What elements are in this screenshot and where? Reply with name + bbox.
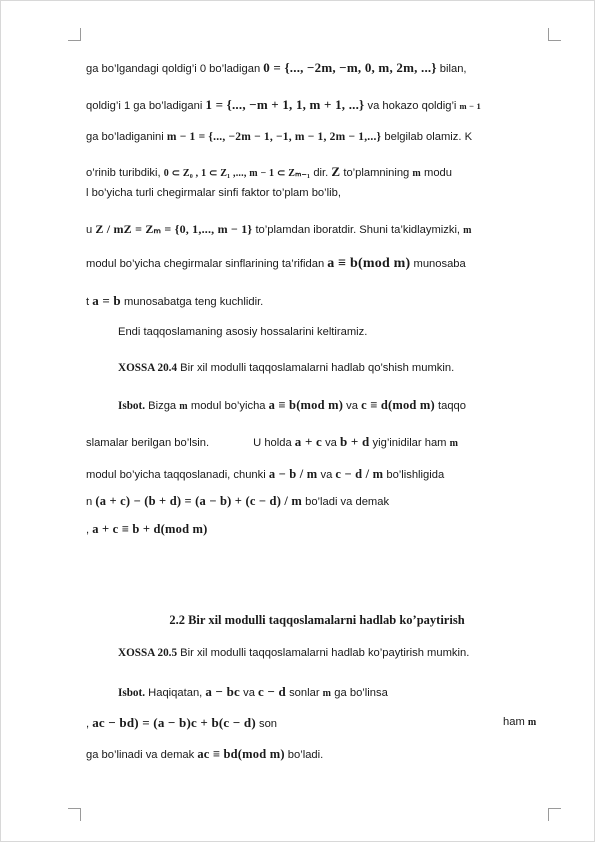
formula: Z / mZ = Zₘ = {0, 1,..., m − 1} <box>95 222 253 236</box>
text-line <box>86 130 548 145</box>
crop-mark-bottom-right <box>548 808 561 821</box>
text: bo’ladi. <box>284 749 324 761</box>
formula: m <box>322 688 332 699</box>
text-line <box>118 684 548 701</box>
formula: c ≡ d(mod m) <box>361 398 435 412</box>
text: va <box>240 687 259 699</box>
formula: m <box>527 717 537 728</box>
formula: a + c <box>294 434 322 449</box>
text: Bizga <box>145 400 180 412</box>
text: munosabatga teng kuchlidir. <box>120 296 264 308</box>
crop-mark-top-right <box>548 28 561 41</box>
text-line <box>86 222 548 238</box>
text: Bir xil modulli taqqoslamalarni hadlab ko’paytirish mumkin. <box>177 647 470 659</box>
text: modul bo’yicha chegirmalar sinflarining ta’rifidan <box>86 258 328 270</box>
formula: c − d / m <box>335 467 384 481</box>
formula: m <box>463 225 472 236</box>
text: son <box>255 718 278 730</box>
text-line <box>86 186 548 201</box>
text: belgilab olamiz. K <box>381 131 473 143</box>
text: Endi taqqoslamaning asosiy hossalarini keltiramiz. <box>118 326 368 338</box>
text-line <box>86 747 548 763</box>
text: va <box>343 400 362 412</box>
text: o’rinib turibdiki, <box>86 167 164 179</box>
text: slamalar berilgan bo’lsin. <box>86 437 210 449</box>
text: ga bo’lgandagi qoldig’i 0 bo’ladigan <box>86 63 264 75</box>
formula: 1 = {..., −m + 1, 1, m + 1, ...} <box>205 97 365 112</box>
proof-label: Isbot. <box>118 687 146 699</box>
text-line <box>86 256 548 272</box>
text: bilan, <box>436 63 467 75</box>
text: ga bo’linadi va demak <box>86 749 198 761</box>
text: yig’inidilar ham <box>369 437 450 449</box>
section-heading: 2.2 Bir xil modulli taqqoslamalarni hadlab ko’paytirish <box>169 613 465 627</box>
text: Haqiqatan, <box>145 687 206 699</box>
text-line <box>86 293 548 310</box>
text: sonlar <box>285 687 323 699</box>
text: , <box>86 524 93 536</box>
text-line <box>118 361 548 376</box>
text: dir. <box>310 167 332 179</box>
crop-mark-top-left <box>68 28 81 41</box>
text: modu <box>420 167 452 179</box>
formula: m <box>179 401 188 412</box>
text-line <box>86 60 548 77</box>
formula: m <box>412 168 421 179</box>
text: ga bo’linsa <box>331 687 388 699</box>
text: va <box>317 469 336 481</box>
text: bo’ladi va demak <box>302 496 390 508</box>
text: taqqo <box>434 400 466 412</box>
text: munosaba <box>410 258 466 270</box>
formula: 0 = {..., −2m, −m, 0, m, 2m, ...} <box>263 60 437 75</box>
formula: a = b <box>92 293 121 308</box>
text: va <box>321 437 341 449</box>
text-line <box>86 715 548 732</box>
crop-mark-bottom-left <box>68 808 81 821</box>
text-line <box>86 434 548 451</box>
text: U holda <box>253 437 295 449</box>
formula: m <box>449 438 459 449</box>
text: va hokazo qoldig’i <box>364 100 460 112</box>
formula: a ≡ b(mod m) <box>268 398 344 412</box>
formula: a ≡ b(mod m) <box>327 256 411 271</box>
formula: ac ≡ bd(mod m) <box>197 747 285 761</box>
text: n <box>86 496 96 508</box>
formula: ac − bd) = (a − b)c + b(c − d) <box>92 715 256 730</box>
formula: (a + c) − (b + d) = (a − b) + (c − d) / m <box>95 494 302 508</box>
formula: m − 1 <box>459 101 481 111</box>
text: u <box>86 224 96 236</box>
property-label: XOSSA 20.4 <box>118 362 178 374</box>
text: qoldig’i 1 ga bo’ladigani <box>86 100 206 112</box>
text: modul bo’yicha taqqoslanadi, chunki <box>86 469 269 481</box>
formula: c − d <box>258 684 286 699</box>
formula: m − 1 = {..., −2m − 1, −1, m − 1, 2m − 1,...} <box>166 131 382 143</box>
text-line <box>118 646 548 661</box>
text-line <box>118 398 548 414</box>
text-line <box>86 522 548 538</box>
text: to’plamdan iboratdir. Shuni ta’kidlaymizki, <box>252 224 464 236</box>
text: Bir xil modulli taqqoslamalarni hadlab qo’shish mumkin. <box>177 362 455 374</box>
formula: b + d <box>340 434 370 449</box>
text: ham <box>503 716 528 728</box>
text-line <box>118 325 548 340</box>
text: bo’lishligida <box>383 469 445 481</box>
text-line <box>86 97 548 114</box>
formula: a + c ≡ b + d(mod m) <box>92 522 208 536</box>
property-label: XOSSA 20.5 <box>118 647 178 659</box>
text-line <box>503 715 548 730</box>
formula: a − bc <box>205 684 240 699</box>
text-line <box>86 494 548 510</box>
proof-label: Isbot. <box>118 400 146 412</box>
text: modul bo’yicha <box>187 400 269 412</box>
text: ga bo’ladiganini <box>86 131 167 143</box>
text: to’plamnining <box>340 167 413 179</box>
text-line <box>86 467 548 483</box>
text: t <box>86 296 93 308</box>
formula: 0 ⊂ Z₀ , 1 ⊂ Z₁ ,..., m − 1 ⊂ Zₘ₋₁ <box>163 168 311 179</box>
text-line <box>86 164 548 181</box>
text: l bo’yicha turli chegirmalar sinfi faktor to’plam bo’lib, <box>86 187 341 199</box>
formula: Z <box>331 164 341 179</box>
text: , <box>86 718 93 730</box>
formula: a − b / m <box>268 467 318 481</box>
